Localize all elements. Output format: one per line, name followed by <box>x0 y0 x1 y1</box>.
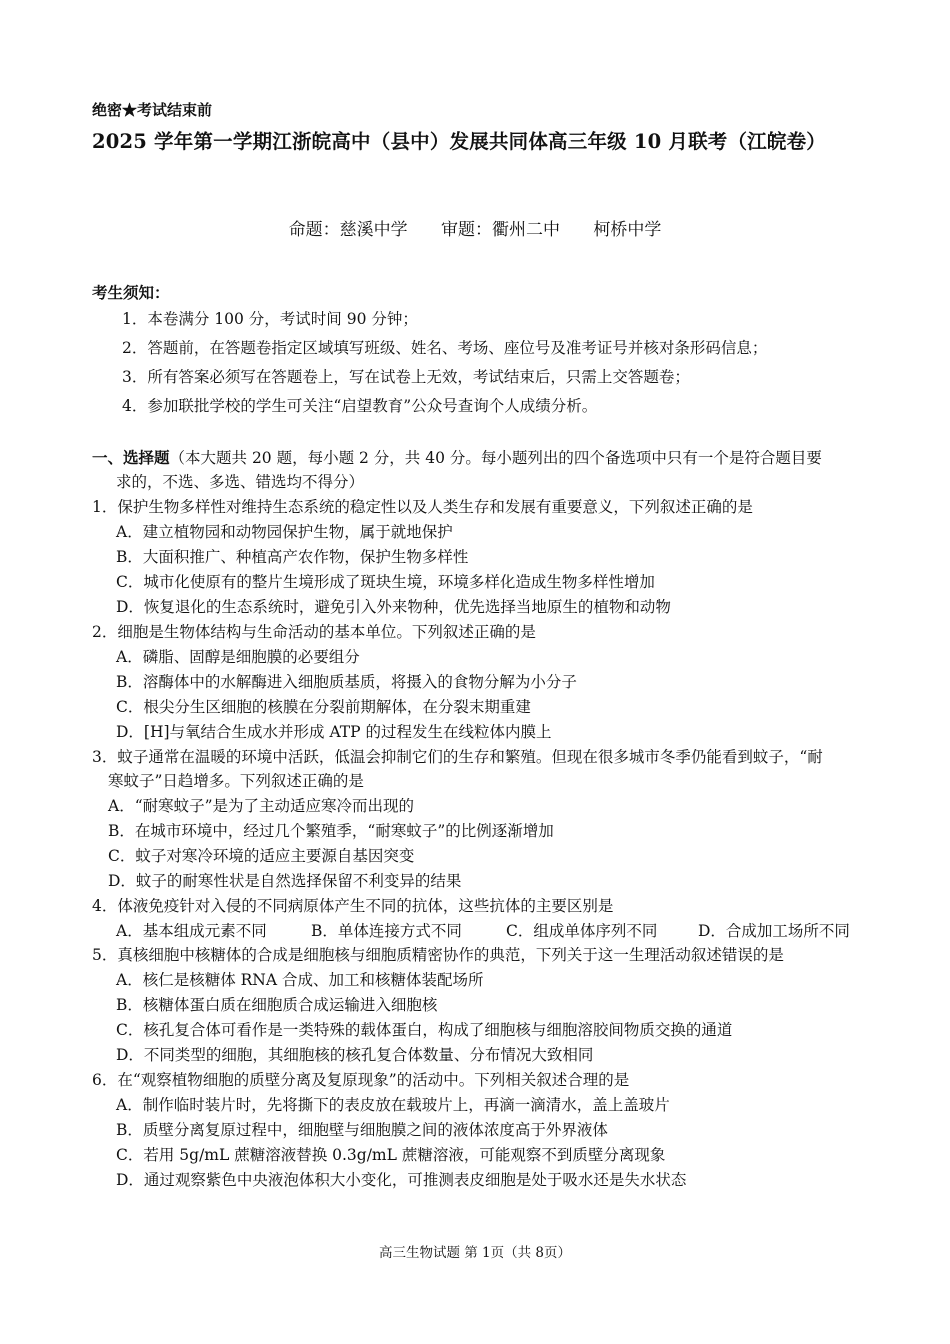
option: D．通过观察紫色中央液泡体积大小变化，可推测表皮细胞是处于吸水还是失水状态 <box>116 1171 687 1189</box>
section-desc-cont: 求的，不选、多选、错选均不得分） <box>116 473 365 491</box>
option: D．合成加工场所不同 <box>698 922 850 940</box>
option: C．根尖分生区细胞的核膜在分裂前期解体，在分裂末期重建 <box>116 698 531 716</box>
option: A．磷脂、固醇是细胞膜的必要组分 <box>116 648 360 666</box>
question-stem: 5．真核细胞中核糖体的合成是细胞核与细胞质精密协作的典范，下列关于这一生理活动叙述错误的是 <box>92 946 784 964</box>
option: C．核孔复合体可看作是一类特殊的载体蛋白，构成了细胞核与细胞溶胶间物质交换的通道 <box>116 1021 733 1039</box>
question-stem-cont: 寒蚊子”日趋增多。下列叙述正确的是 <box>108 772 364 790</box>
reviewer: 审题：衢州二中 <box>441 220 560 240</box>
question-stem: 4．体液免疫针对入侵的不同病原体产生不同的抗体，这些抗体的主要区别是 <box>92 897 614 915</box>
authors-line <box>0 220 950 240</box>
notice-item: 3．所有答案必须写在答题卷上，写在试卷上无效，考试结束后，只需上交答题卷； <box>122 368 690 386</box>
option: B．大面积推广、种植高产农作物，保护生物多样性 <box>116 548 469 566</box>
option: A．核仁是核糖体 RNA 合成、加工和核糖体装配场所 <box>116 971 484 989</box>
option: D．蚊子的耐寒性状是自然选择保留不利变异的结果 <box>108 872 462 890</box>
option: D．不同类型的细胞，其细胞核的核孔复合体数量、分布情况大致相同 <box>116 1046 594 1064</box>
question-stem: 2．细胞是生物体结构与生命活动的基本单位。下列叙述正确的是 <box>92 623 536 641</box>
section-desc: （本大题共 20 题，每小题 2 分，共 40 分。每小题列出的四个备选项中只有一个是符合题目要 <box>169 449 822 467</box>
exam-title: 2025 学年第一学期江浙皖高中（县中）发展共同体高三年级 10 月联考（江皖卷） <box>92 130 826 153</box>
reviewer-2: 柯桥中学 <box>593 220 662 240</box>
option: D．恢复退化的生态系统时，避免引入外来物种，优先选择当地原生的植物和动物 <box>116 598 671 616</box>
setter: 命题：慈溪中学 <box>288 220 408 240</box>
option: B．在城市环境中，经过几个繁殖季，“耐寒蚊子”的比例逐渐增加 <box>108 822 554 840</box>
notice-heading: 考生须知： <box>92 283 170 302</box>
notice-item: 2．答题前，在答题卷指定区域填写班级、姓名、考场、座位号及准考证号并核对条形码信息； <box>122 339 768 357</box>
question-stem: 6．在“观察植物细胞的质壁分离及复原现象”的活动中。下列相关叙述合理的是 <box>92 1071 630 1089</box>
option: A．“耐寒蚊子”是为了主动适应寒冷而出现的 <box>108 797 415 815</box>
question-stem: 3．蚊子通常在温暖的环境中活跃，低温会抑制它们的生存和繁殖。但现在很多城市冬季仍能看到蚊子，“耐 <box>92 748 823 766</box>
option: B．核糖体蛋白质在细胞质合成运输进入细胞核 <box>116 996 438 1014</box>
option: D．[H]与氧结合生成水并形成 ATP 的过程发生在线粒体内膜上 <box>116 723 552 741</box>
notice-item: 1．本卷满分 100 分，考试时间 90 分钟； <box>122 310 418 328</box>
option: A．建立植物园和动物园保护生物，属于就地保护 <box>116 523 453 541</box>
confidential-label: 绝密★考试结束前 <box>92 101 213 119</box>
section-label: 一、选择题 <box>92 448 170 467</box>
option: C．组成单体序列不同 <box>506 922 658 940</box>
notice-item: 4．参加联批学校的学生可关注“启望教育”公众号查询个人成绩分析。 <box>122 397 598 415</box>
option: C．城市化使原有的整片生境形成了斑块生境，环境多样化造成生物多样性增加 <box>116 573 655 591</box>
option: A．制作临时装片时，先将撕下的表皮放在载玻片上，再滴一滴清水，盖上盖玻片 <box>116 1096 670 1114</box>
option: B．单体连接方式不同 <box>311 922 462 940</box>
question-stem: 1．保护生物多样性对维持生态系统的稳定性以及人类生存和发展有重要意义，下列叙述正确的是 <box>92 498 753 516</box>
option: B．溶酶体中的水解酶进入细胞质基质，将摄入的食物分解为小分子 <box>116 673 577 691</box>
option: C．若用 5g/mL 蔗糖溶液替换 0.3g/mL 蔗糖溶液，可能观察不到质壁分离现象 <box>116 1146 666 1164</box>
option: A．基本组成元素不同 <box>116 922 267 940</box>
page-footer: 高三生物试题 第 1页（共 8页） <box>378 1245 572 1261</box>
option: C．蚊子对寒冷环境的适应主要源自基因突变 <box>108 847 415 865</box>
section-heading <box>92 448 822 468</box>
option: B．质壁分离复原过程中，细胞壁与细胞膜之间的液体浓度高于外界液体 <box>116 1121 608 1139</box>
